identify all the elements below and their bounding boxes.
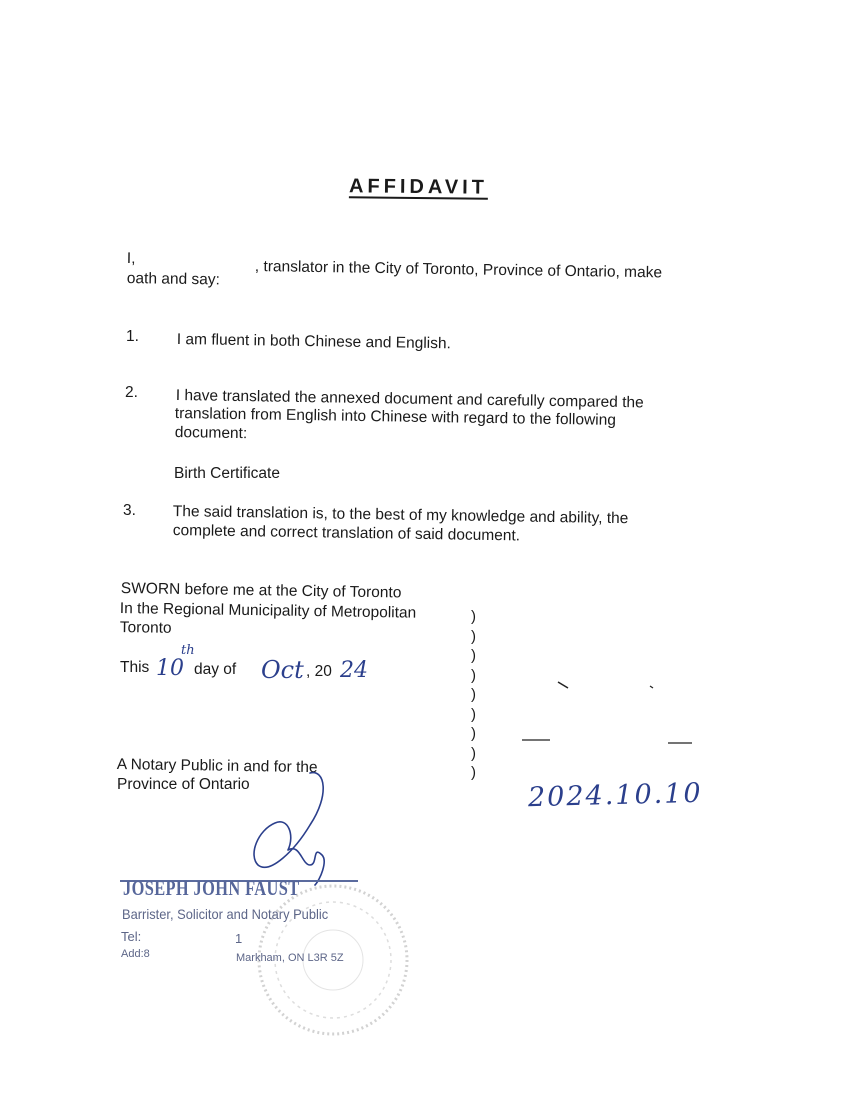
stamp-name: JOSEPH JOHN FAUST <box>123 876 300 900</box>
stamp-address-city: Markham, ON L3R 5Z <box>236 952 344 964</box>
handwritten-month: Oct <box>261 656 304 684</box>
intro-suffix: , translator in the City of Toronto, Province of Ontario, make <box>254 258 663 282</box>
document-title: AFFIDAVIT <box>348 175 489 199</box>
item-3-line-1: The said translation is, to the best of my knowledge and ability, the <box>172 503 629 528</box>
sworn-line-3: Toronto <box>119 619 172 637</box>
translator-signature-area <box>520 676 700 756</box>
intro-line2: oath and say: <box>126 270 221 289</box>
item-2-line-1: I have translated the annexed document and carefully compared the <box>175 387 644 412</box>
handwritten-year: 24 <box>340 658 368 683</box>
item-number: 3. <box>123 502 136 519</box>
this-label: This <box>120 659 150 676</box>
item-number: 2. <box>125 384 138 401</box>
stamp-tel-fragment: 1 <box>235 931 243 946</box>
item-1-line-1: I am fluent in both Chinese and English. <box>176 331 451 353</box>
sworn-line-2: In the Regional Municipality of Metropolitan <box>119 600 417 622</box>
handwritten-day-suffix: th <box>181 643 195 658</box>
document-name: Birth Certificate <box>174 465 280 482</box>
item-number: 1. <box>126 328 139 345</box>
notary-line-2: Province of Ontario <box>117 776 250 793</box>
item-3-line-2: complete and correct translation of said document. <box>172 522 521 545</box>
handwritten-date: 2024.10.10 <box>527 777 703 814</box>
item-2-line-3: document: <box>174 424 248 443</box>
stamp-add-label: Add:8 <box>121 948 150 960</box>
item-2-line-2: translation from English into Chinese with regard to the following <box>174 405 617 429</box>
stamp-tel-label: Tel: <box>121 929 142 944</box>
day-of-label: day of <box>194 661 237 678</box>
parentheses-column: ) ) ) ) ) ) ) ) ) <box>471 608 476 781</box>
intro-prefix: I, <box>126 250 136 268</box>
sworn-line-1: SWORN before me at the City of Toronto <box>120 580 402 602</box>
year-prefix: , 20 <box>306 663 332 680</box>
handwritten-day: 10 <box>156 656 184 681</box>
notary-line-1: A Notary Public in and for the <box>116 756 318 777</box>
stamp-title: Barrister, Solicitor and Notary Public <box>122 906 329 922</box>
